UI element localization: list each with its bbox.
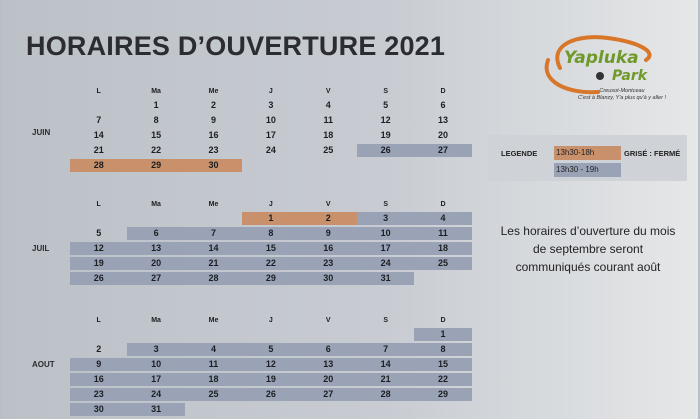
legend-orange-swatch: 13h30-18h [554,146,621,160]
day-cell: 11 [185,358,242,372]
day-cell: 22 [151,144,162,155]
day-header: Ma [151,88,161,95]
opening-hours-poster [2,0,698,419]
day-cell: 23 [208,144,219,155]
day-cell: 15 [414,358,471,372]
legend-title: LEGENDE [501,149,538,158]
empty-day-cell [185,328,242,342]
day-cell: 3 [127,343,184,357]
day-cell: 27 [414,144,471,158]
day-header: J [268,88,273,95]
day-cell: 13 [300,358,357,372]
day-cell: 13 [127,242,184,256]
day-cell: 8 [153,114,159,125]
month-label-juil: JUIL [32,244,50,253]
logo-tagline: C'est à Blanzy, Y'a plus qu'à y aller ! [578,95,666,101]
day-cell: 19 [242,373,299,387]
empty-day-cell [242,159,299,173]
day-header: J [268,201,273,208]
day-cell: 5 [383,99,389,110]
calendar-juin [70,85,472,172]
day-header: V [325,88,331,95]
day-cell: 29 [242,272,299,286]
day-cell: 21 [93,144,104,155]
legend-grey-note: GRISÉ : FERMÉ [624,149,681,158]
day-cell: 17 [127,373,184,387]
day-header: L [96,201,101,208]
day-header: V [325,317,331,324]
day-cell: 26 [357,144,414,158]
empty-day-cell [242,328,299,342]
day-cell: 12 [242,358,299,372]
day-cell: 25 [185,388,242,402]
day-cell: 12 [380,114,391,125]
day-cell: 6 [300,343,357,357]
day-cell: 24 [357,257,414,271]
empty-day-cell [242,403,299,417]
day-cell: 10 [265,114,276,125]
day-cell: 20 [127,257,184,271]
day-cell: 13 [438,114,449,125]
page-title: HORAIRES D’OUVERTURE 2021 [26,31,446,61]
day-cell: 7 [185,227,242,241]
days-grid-juil [70,212,472,286]
empty-day-cell [414,272,471,286]
day-cell: 2 [300,212,357,226]
day-cell: 3 [357,212,414,226]
empty-day-cell [300,159,357,173]
day-cell: 24 [127,388,184,402]
day-cell: 4 [414,212,471,226]
day-cell: 21 [185,257,242,271]
day-cell: 20 [438,129,449,140]
day-cell: 16 [70,373,127,387]
day-cell: 25 [414,257,471,271]
logo-name-line2: Park [612,68,648,84]
empty-day-cell [70,99,127,113]
day-cell: 18 [323,129,334,140]
day-header: D [440,317,446,324]
day-cell: 15 [151,129,162,140]
day-cell: 14 [357,358,414,372]
day-cell: 18 [185,373,242,387]
day-cell: 2 [210,99,216,110]
day-header: D [440,201,446,208]
day-cell: 30 [70,403,127,417]
day-cell: 12 [70,242,127,256]
empty-day-cell [70,328,127,342]
day-cell: 28 [357,388,414,402]
day-headers [70,198,472,212]
day-cell: 23 [300,257,357,271]
day-header: L [96,88,101,95]
day-cell: 19 [70,257,127,271]
day-cell: 26 [242,388,299,402]
month-label-juin: JUIN [32,128,51,137]
day-cell: 7 [96,114,102,125]
day-cell: 1 [414,328,471,342]
day-cell: 8 [242,227,299,241]
day-header: S [383,88,388,95]
day-cell: 6 [127,227,184,241]
day-cell: 22 [414,373,471,387]
day-cell: 27 [300,388,357,402]
day-cell: 26 [70,272,127,286]
day-cell: 1 [153,99,159,110]
empty-day-cell [357,159,414,173]
day-cell: 21 [357,373,414,387]
empty-day-cell [357,403,414,417]
day-cell: 11 [414,227,471,241]
day-cell: 9 [300,227,357,241]
day-headers [70,85,472,99]
day-cell: 17 [357,242,414,256]
day-cell: 18 [414,242,471,256]
calendar-aout [70,314,472,416]
empty-day-cell [300,328,357,342]
day-cell: 31 [357,272,414,286]
day-cell: 5 [242,343,299,357]
day-cell: 9 [70,358,127,372]
day-cell: 28 [70,159,127,173]
day-cell: 17 [265,129,276,140]
day-cell: 8 [414,343,471,357]
day-cell: 31 [127,403,184,417]
empty-day-cell [414,403,471,417]
day-cell: 27 [127,272,184,286]
day-header: D [440,88,446,95]
day-header: S [383,317,388,324]
note-line: de septembre seront [532,242,644,256]
day-cell: 9 [210,114,216,125]
day-header: J [268,317,273,324]
empty-day-cell [414,159,471,173]
day-cell: 3 [268,99,274,110]
day-header: S [383,201,388,208]
empty-day-cell [300,403,357,417]
day-cell: 16 [300,242,357,256]
day-cell: 24 [265,144,276,155]
september-note [488,222,688,276]
day-header: Me [208,201,219,208]
day-header: Me [208,317,219,324]
day-cell: 6 [440,99,446,110]
day-cell: 4 [325,99,331,110]
empty-day-cell [70,212,127,226]
day-cell: 10 [357,227,414,241]
day-cell: 22 [242,257,299,271]
day-cell: 20 [300,373,357,387]
day-header: Ma [151,317,161,324]
day-cell: 2 [96,343,102,354]
day-cell: 14 [93,129,104,140]
day-cell: 16 [208,129,219,140]
empty-day-cell [127,328,184,342]
empty-day-cell [357,328,414,342]
day-cell: 14 [185,242,242,256]
days-grid-juin [70,99,472,173]
note-line: Les horaires d’ouverture du mois [500,224,676,238]
day-headers [70,314,472,328]
logo-subtitle [562,88,682,102]
day-cell: 29 [414,388,471,402]
day-header: Me [208,88,219,95]
day-cell: 15 [242,242,299,256]
empty-day-cell [185,212,242,226]
empty-day-cell [185,403,242,417]
legend-grey-swatch: 13h30 - 19h [554,163,621,177]
day-cell: 7 [357,343,414,357]
day-cell: 29 [127,159,184,173]
day-cell: 10 [127,358,184,372]
day-cell: 5 [96,227,102,238]
day-cell: 30 [300,272,357,286]
note-line: communiqués courant août [515,260,661,274]
days-grid-aout [70,328,472,417]
day-cell: 1 [242,212,299,226]
calendar-juil [70,198,472,285]
day-cell: 25 [323,144,334,155]
logo-location: Creusot-Montceau [599,88,645,94]
day-cell: 11 [323,114,334,125]
empty-day-cell [127,212,184,226]
day-header: V [325,201,331,208]
logo-name-line1: Yapluka [564,48,639,68]
day-cell: 4 [185,343,242,357]
day-header: L [96,317,101,324]
day-cell: 30 [185,159,242,173]
day-cell: 23 [70,388,127,402]
day-header: Ma [151,201,161,208]
day-cell: 19 [380,129,391,140]
day-cell: 28 [185,272,242,286]
month-label-aout: AOUT [32,360,55,369]
